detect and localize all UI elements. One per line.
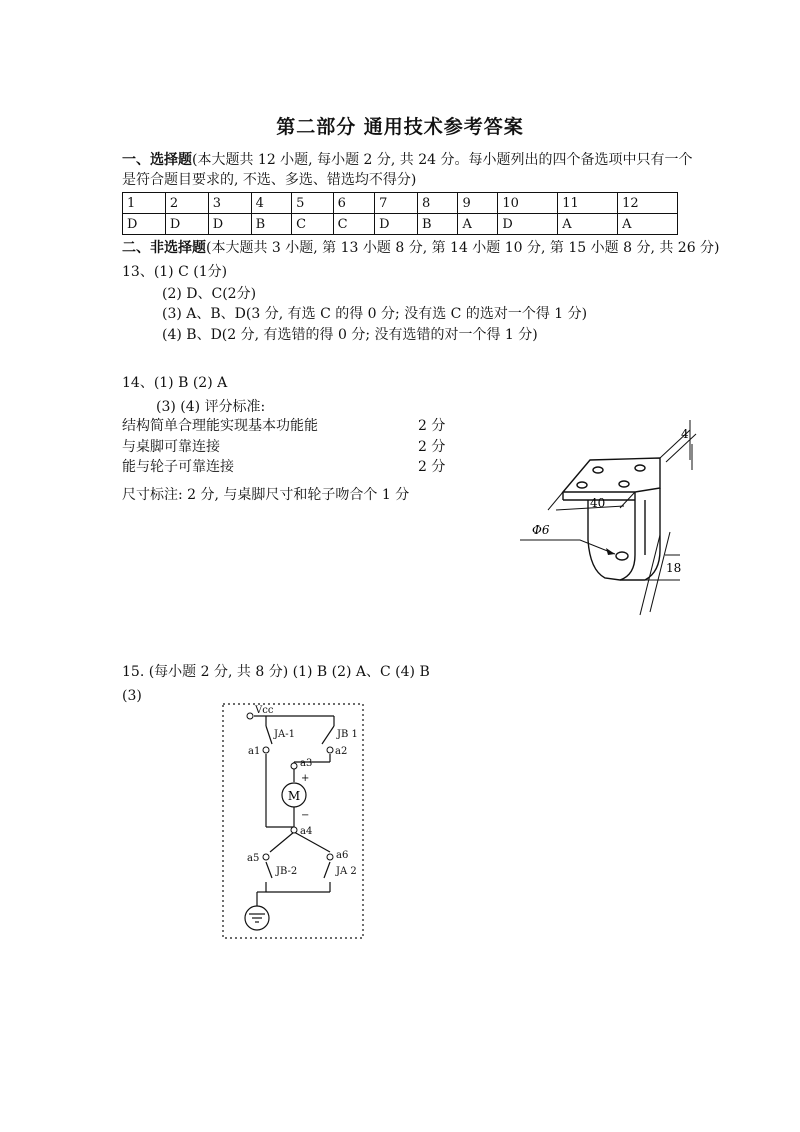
plus-label: + xyxy=(301,773,310,784)
question-number: 5 xyxy=(292,193,334,214)
dim-width-label: 40 xyxy=(590,496,606,510)
answer-cell: A xyxy=(618,214,678,235)
answer-cell: D xyxy=(208,214,251,235)
question-number: 2 xyxy=(165,193,208,214)
question-number: 6 xyxy=(333,193,375,214)
q14-line1: 14、(1) B (2) A xyxy=(122,375,228,391)
criteria-text: 与桌脚可靠连接 xyxy=(122,439,220,455)
hole-arrow xyxy=(606,548,615,555)
section1-line1 xyxy=(122,150,693,170)
section1-desc-line2: 是符合题目要求的, 不选、多选、错选均不得分) xyxy=(122,172,417,188)
question-number: 7 xyxy=(375,193,418,214)
section1-heading: 一、选择题 xyxy=(122,152,192,168)
section1-desc-line1: (本大题共 12 小题, 每小题 2 分, 共 24 分。每小题列出的四个备选项中只有一个 xyxy=(192,152,693,168)
criteria-score: 2 分 xyxy=(418,439,446,455)
dim-thickness-label: 4 xyxy=(681,427,689,441)
a4-label: a4 xyxy=(300,826,313,837)
answer-cell: D xyxy=(123,214,166,235)
q13-line2: (2) D、C(2分) xyxy=(162,286,257,302)
question-number: 3 xyxy=(208,193,251,214)
ground-icon xyxy=(249,914,265,922)
answer-cell: D xyxy=(498,214,558,235)
a1-label: a1 xyxy=(248,746,261,757)
ja2-label: JA 2 xyxy=(336,866,357,877)
question-number: 4 xyxy=(251,193,291,214)
criteria-score: 2 分 xyxy=(418,459,446,475)
dimension-lines xyxy=(520,420,696,615)
minus-label: − xyxy=(301,810,310,821)
question-number: 12 xyxy=(618,193,678,214)
answer-cell: B xyxy=(418,214,458,235)
answer-cell: A xyxy=(458,214,498,235)
answer-table-answer-row xyxy=(123,214,678,235)
question-number: 9 xyxy=(458,193,498,214)
q13-line4: (4) B、D(2 分, 有选错的得 0 分; 没有选错的对一个得 1 分) xyxy=(162,327,538,343)
criteria-text: 结构简单合理能实现基本功能能 xyxy=(122,418,318,434)
question-number: 8 xyxy=(418,193,458,214)
a6-label: a6 xyxy=(336,850,349,861)
q13-line3: (3) A、B、D(3 分, 有选 C 的得 0 分; 没有选 C 的选对一个得 1 分) xyxy=(162,306,588,322)
q14-line2: (3) (4) 评分标准: xyxy=(156,399,266,415)
circuit-wires xyxy=(254,716,334,906)
question-number: 1 xyxy=(123,193,166,214)
jb2-label: JB-2 xyxy=(276,866,298,877)
criteria-score: 2 分 xyxy=(418,418,446,434)
q13-line1: 13、(1) C (1分) xyxy=(122,264,228,280)
dim-hole-label: Φ6 xyxy=(532,523,550,537)
q15-line1: 15. (每小题 2 分, 共 8 分) (1) B (2) A、C (4) B xyxy=(122,664,430,680)
answer-cell: D xyxy=(375,214,418,235)
answer-table xyxy=(122,192,678,235)
circuit-diagram xyxy=(218,700,366,945)
a5-label: a5 xyxy=(247,853,260,864)
answer-cell: B xyxy=(251,214,291,235)
vcc-label: Vcc xyxy=(255,705,274,716)
answer-cell: A xyxy=(558,214,618,235)
dimension-note: 尺寸标注: 2 分, 与桌脚尺寸和轮子吻合个 1 分 xyxy=(122,487,410,503)
jb1-label: JB 1 xyxy=(337,729,358,740)
ja1-label: JA-1 xyxy=(274,729,295,740)
page-title: 第二部分 通用技术参考答案 xyxy=(276,116,524,138)
answer-cell: C xyxy=(292,214,334,235)
section2-line xyxy=(122,238,720,258)
bracket-drawing xyxy=(515,410,715,625)
a3-label: a3 xyxy=(300,758,313,769)
question-number: 10 xyxy=(498,193,558,214)
q15-line2: (3) xyxy=(122,688,142,704)
a2-label: a2 xyxy=(335,746,348,757)
section2-desc: (本大题共 3 小题, 第 13 小题 8 分, 第 14 小题 10 分, 第 15 小题 8 分, 共 26 分) xyxy=(206,240,720,256)
question-number: 11 xyxy=(558,193,618,214)
criteria-text: 能与轮子可靠连接 xyxy=(122,459,234,475)
answer-table-number-row xyxy=(123,193,678,214)
motor-label: M xyxy=(287,789,301,803)
answer-cell: D xyxy=(165,214,208,235)
bracket-outline xyxy=(563,458,660,580)
dim-height-label: 18 xyxy=(666,561,682,575)
answer-cell: C xyxy=(333,214,375,235)
section2-heading: 二、非选择题 xyxy=(122,240,206,256)
